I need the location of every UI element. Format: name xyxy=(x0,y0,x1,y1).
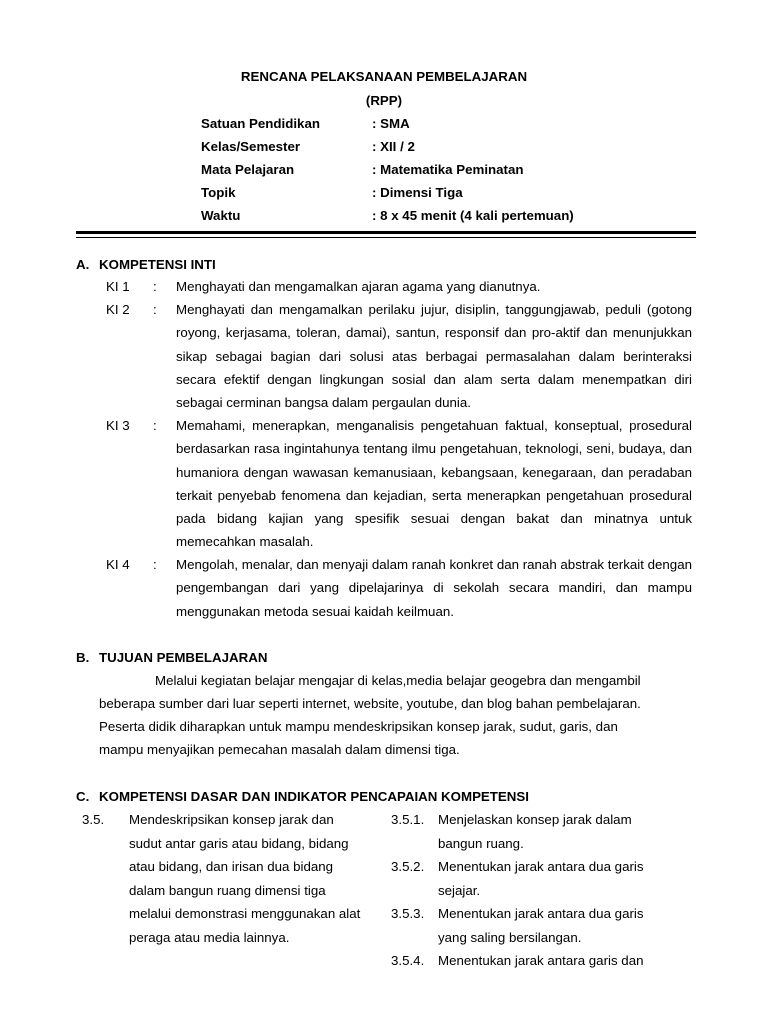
ki1-colon: : xyxy=(153,279,157,294)
section-b-letter: B. xyxy=(76,650,90,665)
tujuan-line-2: beberapa sumber dari luar seperti internet, website, youtube, dan blog bahan pembelajaran. xyxy=(99,696,641,711)
indicator-number-1: 3.5.1. xyxy=(391,812,425,827)
document-subtitle: (RPP) xyxy=(365,93,403,108)
section-a-title: KOMPETENSI INTI xyxy=(99,257,216,272)
ki1-text: Menghayati dan mengamalkan ajaran agama yang dianutnya. xyxy=(176,279,541,294)
header-value-mapel: : Matematika Peminatan xyxy=(372,162,524,177)
indicator-number-4: 3.5.4. xyxy=(391,953,425,968)
tujuan-line-4: mampu menyajikan pemecahan masalah dalam dimensi tiga. xyxy=(99,742,460,757)
indicator-3-line-1: Menentukan jarak antara dua garis xyxy=(438,906,644,921)
ki3-code: KI 3 xyxy=(106,418,130,433)
ki1-code: KI 1 xyxy=(106,279,130,294)
indicator-number-3: 3.5.3. xyxy=(391,906,425,921)
section-a-letter: A. xyxy=(76,257,90,272)
section-c-letter: C. xyxy=(76,789,90,804)
document-title: RENCANA PELAKSANAAN PEMBELAJARAN xyxy=(240,69,528,84)
header-value-kelas: : XII / 2 xyxy=(372,139,415,154)
kd-line-2: sudut antar garis atau bidang, bidang xyxy=(129,836,349,851)
header-rule-thick xyxy=(76,231,696,234)
kd-line-5: melalui demonstrasi menggunakan alat xyxy=(129,906,361,921)
header-rule-thin xyxy=(76,237,696,238)
header-label-topik: Topik xyxy=(201,185,236,200)
indicator-number-2: 3.5.2. xyxy=(391,859,425,874)
ki2-code: KI 2 xyxy=(106,302,130,317)
section-c-title: KOMPETENSI DASAR DAN INDIKATOR PENCAPAIAN KOMPETENSI xyxy=(99,789,529,804)
indicator-3-line-2: yang saling bersilangan. xyxy=(438,930,582,945)
ki4-text: Mengolah, menalar, dan menyaji dalam ranah konkret dan ranah abstrak terkait dengan pengembangan dari yang dipelajarinya di sekolah secara mandiri, dan mampu menggunakan metoda sesuai kaidah keilmuan. xyxy=(176,557,692,619)
header-label-kelas: Kelas/Semester xyxy=(201,139,301,154)
header-value-topik: : Dimensi Tiga xyxy=(372,185,463,200)
ki3-colon: : xyxy=(153,418,157,433)
indicator-4-line-1: Menentukan jarak antara garis dan xyxy=(438,953,644,968)
kd-number: 3.5. xyxy=(82,812,105,827)
indicator-2-line-1: Menentukan jarak antara dua garis xyxy=(438,859,644,874)
header-label-satuan: Satuan Pendidikan xyxy=(201,116,320,131)
indicator-2-line-2: sejajar. xyxy=(438,883,481,898)
tujuan-line-3: Peserta didik diharapkan untuk mampu mendeskripsikan konsep jarak, sudut, garis, dan xyxy=(99,719,618,734)
ki4-colon: : xyxy=(153,557,157,572)
kd-line-1: Mendeskripsikan konsep jarak dan xyxy=(129,812,334,827)
kd-line-4: dalam bangun ruang dimensi tiga xyxy=(129,883,326,898)
header-value-satuan: : SMA xyxy=(372,116,410,131)
kd-line-3: atau bidang, dan irisan dua bidang xyxy=(129,859,334,874)
ki2-text: Menghayati dan mengamalkan perilaku jujur, disiplin, tanggungjawab, peduli (gotong royong, kerjasama, toleran, damai), santun, responsif dan pro-aktif dan menunjukkan sikap sebagai bagian dari solusi atas berbagai permasalahan dalam berinteraksi secara efektif dengan lingkungan sosial dan alam serta dalam menempatkan diri sebagai cerminan bangsa dalam pergaulan dunia. xyxy=(176,302,692,411)
ki4-code: KI 4 xyxy=(106,557,130,572)
ki3-text: Memahami, menerapkan, menganalisis pengetahuan faktual, konseptual, prosedural berdasarkan rasa ingintahunya tentang ilmu pengetahuan, teknologi, seni, budaya, dan humaniora dengan wawasan kemanusiaan, kebangsaan, kenegaraan, dan peradaban terkait penyebab fenomena dan kejadian, serta menerapkan pengetahuan prosedural pada bidang kajian yang spesifik sesuai dengan bakat dan minatnya untuk memecahkan masalah. xyxy=(176,418,692,550)
header-value-waktu: : 8 x 45 menit (4 kali pertemuan) xyxy=(372,208,574,223)
kd-line-6: peraga atau media lainnya. xyxy=(129,930,290,945)
section-b-title: TUJUAN PEMBELAJARAN xyxy=(99,650,268,665)
indicator-1-line-1: Menjelaskan konsep jarak dalam xyxy=(438,812,632,827)
header-label-mapel: Mata Pelajaran xyxy=(201,162,295,177)
indicator-1-line-2: bangun ruang. xyxy=(438,836,524,851)
header-label-waktu: Waktu xyxy=(201,208,241,223)
ki2-colon: : xyxy=(153,302,157,317)
tujuan-line-1: Melalui kegiatan belajar mengajar di kelas,media belajar geogebra dan mengambil xyxy=(155,673,641,688)
